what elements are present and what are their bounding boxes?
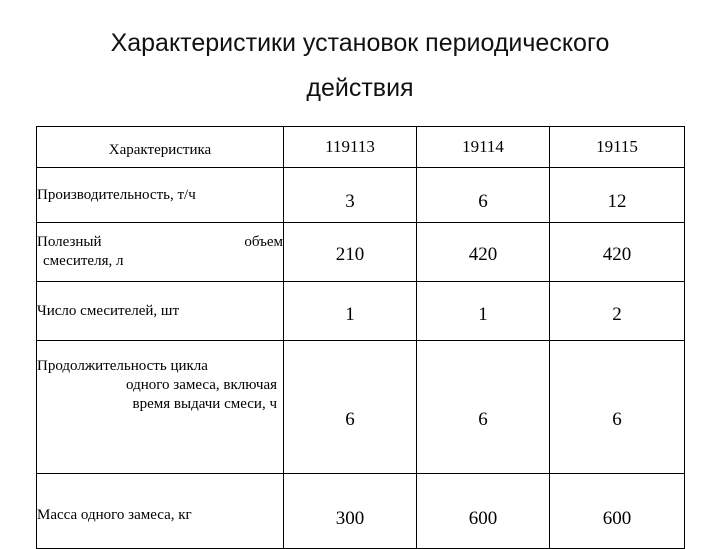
label-word: Полезный [37,234,102,250]
table-cell: 420 [417,223,550,282]
table-row [37,223,685,282]
table-cell: 1 [284,282,417,341]
table-cell: 12 [550,168,685,223]
label-word: объем [244,234,283,250]
page-title: Характеристики установок периодического [110,29,610,57]
row-label-batch-mass: Масса одного замеса, кг [37,474,284,549]
table-cell: 6 [550,341,685,474]
header-characteristic: Характеристика [37,127,284,168]
table-cell: 6 [284,341,417,474]
table-header-row [37,127,685,168]
page-title-line2: действия [306,74,414,102]
row-label-mixer-volume [37,223,284,282]
table-row [37,474,685,549]
table-cell: 210 [284,223,417,282]
table-cell: 600 [417,474,550,549]
label-line [37,233,283,252]
table-cell: 2 [550,282,685,341]
table-cell: 1 [417,282,550,341]
label-line: Продолжительность цикла [37,358,208,374]
table-cell: 420 [550,223,685,282]
table-row [37,168,685,223]
header-model-1: 119113 [284,127,417,168]
table-cell: 6 [417,341,550,474]
label-line: смесителя, л [43,253,124,269]
characteristics-table [36,126,685,549]
table-cell: 600 [550,474,685,549]
row-label-cycle-duration [37,341,284,474]
header-model-3: 19115 [550,127,685,168]
row-label-productivity: Производительность, т/ч [37,168,284,223]
table-cell: 3 [284,168,417,223]
label-line: время выдачи смеси, ч [132,396,277,412]
table-cell: 300 [284,474,417,549]
table-row [37,282,685,341]
table-row [37,341,685,474]
label-line: одного замеса, включая [126,377,277,393]
header-model-2: 19114 [417,127,550,168]
row-label-mixer-count: Число смесителей, шт [37,282,284,341]
table-cell: 6 [417,168,550,223]
